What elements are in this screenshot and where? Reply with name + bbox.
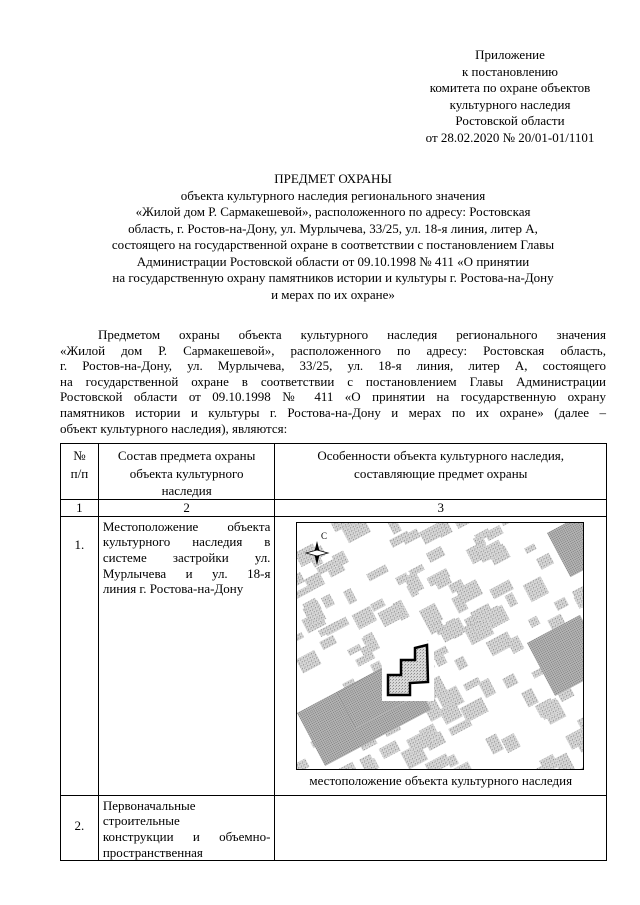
map-building xyxy=(297,650,321,674)
table-row xyxy=(61,795,607,860)
description-line: линия г. Ростова-на-Дону xyxy=(102,581,244,597)
column-number: 3 xyxy=(275,499,607,516)
map-building xyxy=(347,644,362,656)
row-number-text: 1. xyxy=(74,536,85,552)
appendix-line: Приложение xyxy=(475,47,545,62)
map-building xyxy=(503,673,520,689)
intro-line: объект культурного наследия), являются: xyxy=(60,420,288,436)
map-building xyxy=(525,543,538,553)
map-building xyxy=(454,523,471,529)
description-line: системе застройки ул. xyxy=(102,549,271,565)
map-building xyxy=(389,530,411,547)
row-description xyxy=(98,795,275,860)
map-building xyxy=(420,523,449,545)
protection-table xyxy=(60,443,607,861)
map-building xyxy=(446,753,460,767)
appendix-block xyxy=(380,47,640,146)
map-building xyxy=(523,576,549,602)
map-image xyxy=(297,523,583,769)
map-building xyxy=(554,596,569,610)
header-text: наследия xyxy=(161,483,212,499)
table-number-row xyxy=(61,499,607,516)
map-building xyxy=(454,655,468,670)
row-number xyxy=(61,795,99,860)
map-building xyxy=(321,593,335,608)
row-features xyxy=(275,795,607,860)
map-building xyxy=(486,733,505,754)
map-buildings xyxy=(297,523,583,769)
intro-line: г. Ростов-на-Дону, ул. Мурлычева, 33/25, ул. 18-я линия, литер А, состоящего xyxy=(60,358,606,374)
appendix-line: к постановлению xyxy=(461,63,559,79)
header-text: Особенности объекта культурного наследия, xyxy=(317,448,565,463)
map-building xyxy=(297,632,304,645)
map-building xyxy=(521,688,539,708)
map-building xyxy=(343,588,357,605)
intro-line: Ростовской области от 09.10.1998 № 411 «О принятии на государственную охрану xyxy=(60,389,606,405)
map-building xyxy=(387,523,403,535)
column-number: 1 xyxy=(61,499,99,516)
map-building xyxy=(528,615,541,627)
header-num xyxy=(61,444,99,500)
appendix-line: от 28.02.2020 № 20/01-01/1101 xyxy=(425,129,595,145)
title-heading: ПРЕДМЕТ ОХРАНЫ xyxy=(274,171,392,186)
compass-label: С xyxy=(321,530,328,541)
map-building xyxy=(463,677,481,691)
intro-paragraph xyxy=(60,327,606,436)
map-building xyxy=(499,523,513,526)
table-header-row xyxy=(61,444,607,500)
intro-line: на государственной охране в соответствии с постановлением Главы Администрации xyxy=(60,373,606,389)
location-map xyxy=(296,522,584,770)
document-title xyxy=(60,171,606,303)
description-line: пространственная xyxy=(102,844,203,860)
map-building xyxy=(572,580,583,605)
description-line: Местоположение объекта xyxy=(102,518,271,534)
header-text: Состав предмета охраны xyxy=(117,448,256,463)
description-line: культурного наследия в xyxy=(102,534,271,550)
header-text: объекта культурного xyxy=(129,465,244,481)
map-building xyxy=(320,635,338,650)
map-building xyxy=(547,523,583,577)
appendix-line: Ростовской области xyxy=(455,113,565,128)
header-text: № xyxy=(73,448,86,463)
map-building xyxy=(379,740,401,759)
header-text: п/п xyxy=(70,465,89,481)
map-building xyxy=(577,709,583,729)
row-number-text: 2. xyxy=(74,817,85,833)
intro-line: Предметом охраны объекта культурного наследия регионального значения xyxy=(98,327,606,342)
map-building xyxy=(426,546,446,563)
description-line: Мурлычева и ул. 18-я xyxy=(102,565,271,581)
appendix-line: культурного наследия xyxy=(449,96,571,112)
map-building xyxy=(501,733,521,753)
map-building xyxy=(505,592,519,607)
map-building xyxy=(367,564,390,581)
map-building xyxy=(581,763,584,769)
map-caption: местоположение объекта культурного наследия xyxy=(309,772,573,788)
header-text: составляющие предмет охраны xyxy=(354,465,528,481)
description-line: Первоначальные xyxy=(102,797,196,813)
map-building xyxy=(339,762,357,769)
map-building xyxy=(297,572,305,586)
map-building xyxy=(438,617,467,642)
row-features xyxy=(275,516,607,795)
intro-line: памятников истории и культуры г. Ростова-на-Дону и мерах по их охране» (далее – xyxy=(60,404,606,420)
map-building xyxy=(479,678,497,698)
description-line: конструкции и объемно- xyxy=(102,828,271,844)
table-row xyxy=(61,516,607,795)
column-number: 2 xyxy=(98,499,275,516)
map-building xyxy=(537,552,555,569)
title-line: «Жилой дом Р. Сармакешевой», расположенного по адресу: Ростовская xyxy=(135,204,531,219)
title-line: и мерах по их охране» xyxy=(271,286,395,302)
description-line: строительные xyxy=(102,813,180,829)
title-line: область, г. Ростов-на-Дону, ул. Мурлычева, 33/25, ул. 18-я линия, литер А, xyxy=(128,220,538,236)
header-features xyxy=(275,444,607,500)
row-number xyxy=(61,516,99,795)
title-line: на государственную охрану памятников истории и культуры г. Ростова-на-Дону xyxy=(112,270,554,285)
map-building xyxy=(370,598,386,612)
title-line: объекта культурного наследия регионального значения xyxy=(180,187,486,203)
map-building xyxy=(297,758,310,769)
intro-line: «Жилой дом Р. Сармакешевой», расположенного по адресу: Ростовская область, xyxy=(60,342,606,358)
title-line: Администрации Ростовской области от 09.10.1998 № 411 «О принятии xyxy=(136,253,530,269)
title-line: состоящего на государственной охране в соответствии с постановлением Главы xyxy=(111,237,555,252)
row-description xyxy=(98,516,275,795)
appendix-line: комитета по охране объектов xyxy=(429,80,591,95)
header-composition xyxy=(98,444,275,500)
